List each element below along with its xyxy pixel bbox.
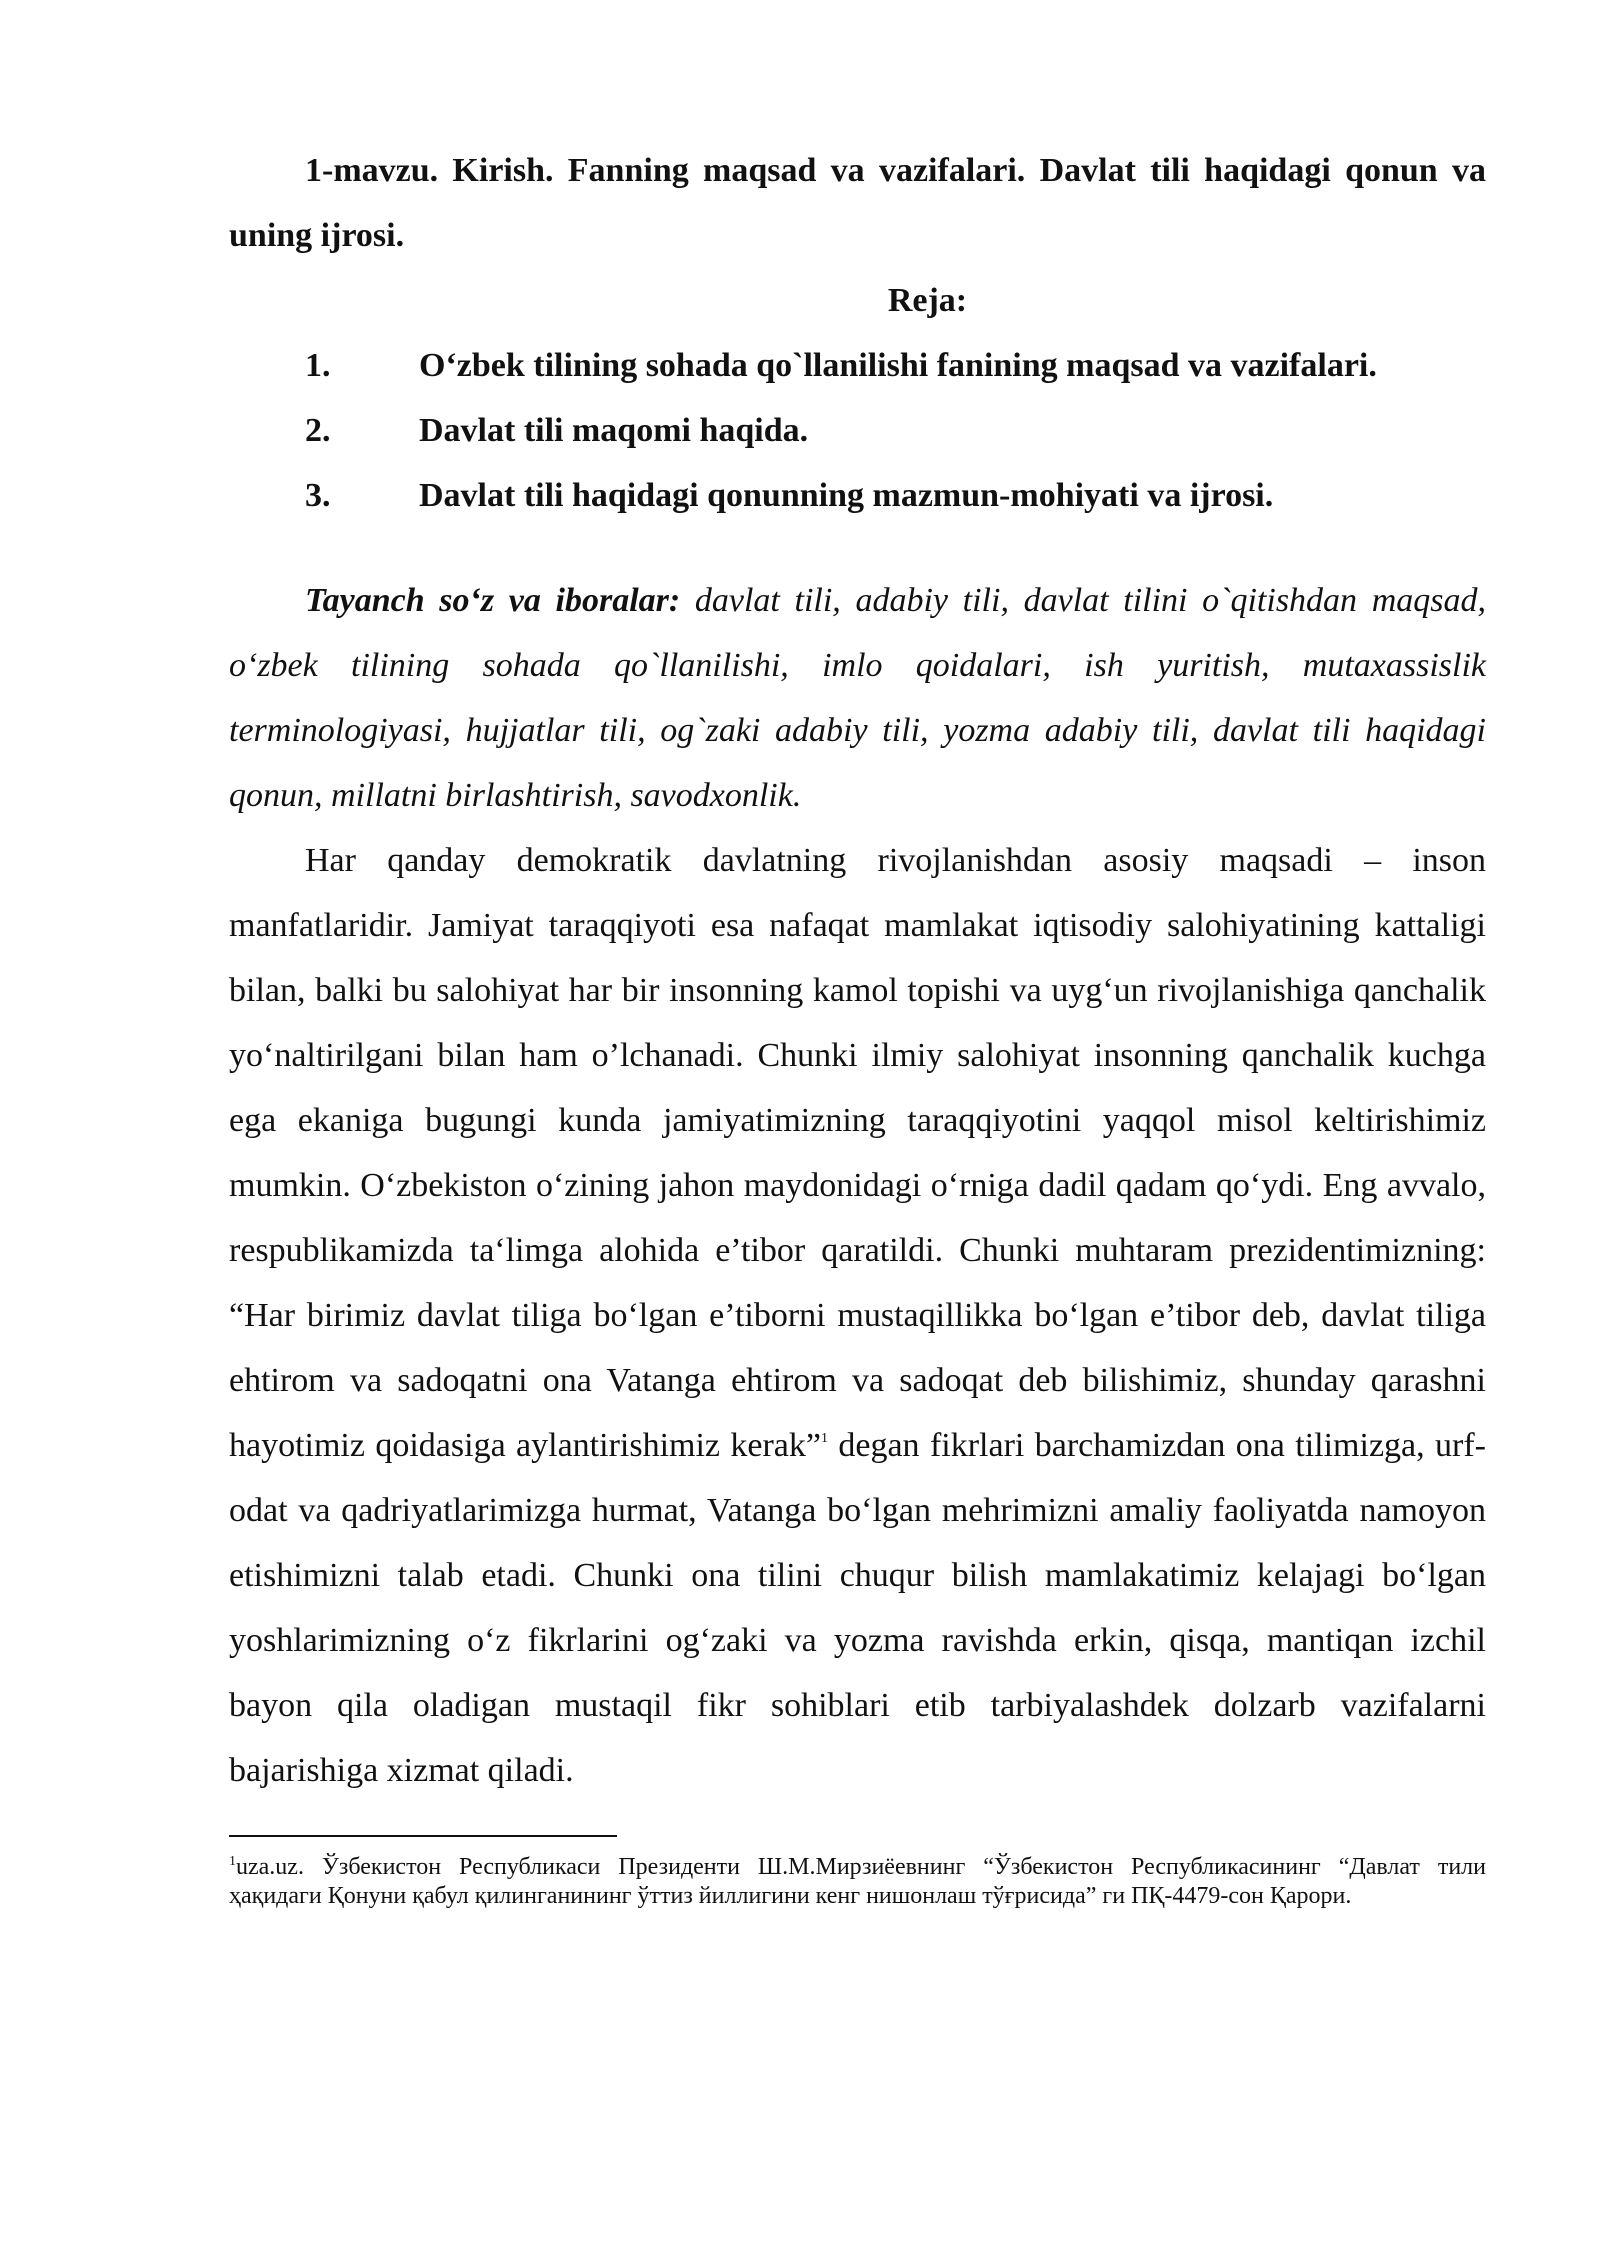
footnote-text: uza.uz. Ўзбекистон Республикаси Президенти Ш.М.Мирзиёевнинг “Ўзбекистон Республикасининг “Давлат тили ҳақидаги Қонуни қабул қилинганининг ўттиз йиллигини кенг нишонлаш тўғрисида” ги ПҚ-4479-сон Қарори. [229,1854,1486,1909]
plan-item-text: O‘zbek tilining sohada qo`llanilishi fanining maqsad va vazifalari. [419,347,1377,384]
body-paragraph [229,828,1486,1803]
plan-item-text: Davlat tili maqomi haqida. [419,412,809,449]
section-spacer [229,528,1486,568]
topic-title: 1-mavzu. Kirish. Fanning maqsad va vazifalari. Davlat tili haqidagi qonun va uning ijrosi. [229,152,1486,254]
footnote-mark: 1 [229,1854,236,1869]
plan-item-3 [229,463,1486,528]
footnote-reference[interactable]: 1 [820,1431,828,1446]
plan-item-number: 2. [305,412,331,449]
keywords-text: davlat tili, adabiy tili, davlat tilini o`qitishdan maqsad, o‘zbek tilining sohada qo`llanilishi, imlo qoidalari, ish yuritish, mutaxassislik terminologiyasi, hujjatlar tili, og`zaki adabiy tili, yozma adabiy tili, davlat tili haqidagi qonun, millatni birlashtirish, savodxonlik. [229,582,1487,814]
keywords-lead: Tayanch so‘z va iboralar: [305,582,681,619]
plan-item-1 [229,333,1486,398]
plan-item-number: 1. [305,347,331,384]
body-text-after-ref: degan fikrlari barchamizdan ona tilimizga, urf-odat va qadriyatlarimizga hurmat, Vatanga bo‘lgan mehrimizni amaliy faoliyatda namoyon etishimizni talab etadi. Chunki ona tilini chuqur bilish mamlakatimiz kelajagi bo‘lgan yoshlarimizning o‘z fikrlarini og‘zaki va yozma ravishda erkin, qisqa, mantiqan izchil bayon qila oladigan mustaqil fikr sohiblari etib tarbiyalashdek dolzarb vazifalarni bajarishiga xizmat qiladi. [229,1427,1486,1789]
footnote [229,1853,1486,1911]
document-page [229,138,1486,1935]
plan-item-number: 3. [305,477,331,514]
plan-item-2 [229,398,1486,463]
footnote-separator [229,1835,617,1837]
keywords-paragraph [229,568,1486,828]
body-text-before-ref: Har qanday demokratik davlatning rivojlanishdan asosiy maqsadi – inson manfatlaridir. Jamiyat taraqqiyoti esa nafaqat mamlakat iqtisodiy salohiyatining kattaligi bilan, balki bu salohiyat har bir insonning kamol topishi va uyg‘un rivojlanishiga qanchalik yo‘naltirilgani bilan ham o’lchanadi. Chunki ilmiy salohiyat insonning qanchalik kuchga ega ekaniga bugungi kunda jamiyatimizning taraqqiyotini yaqqol misol keltirishimiz mumkin. O‘zbekiston o‘zining jahon maydonidagi o‘rniga dadil qadam qo‘ydi. Eng avvalo, respublikamizda ta‘limga alohida e’tibor qaratildi. Chunki muhtaram prezidentimizning: “Har birimiz davlat tiliga bo‘lgan e’tiborni mustaqillikka bo‘lgan e’tibor deb, davlat tiliga ehtirom va sadoqatni ona Vatanga ehtirom va sadoqat deb bilishimiz, shunday qarashni hayotimiz qoidasiga aylantirishimiz kerak” [229,842,1486,1464]
plan-item-text: Davlat tili haqidagi qonunning mazmun-mohiyati va ijrosi. [419,477,1274,514]
plan-heading: Reja: [887,282,968,319]
